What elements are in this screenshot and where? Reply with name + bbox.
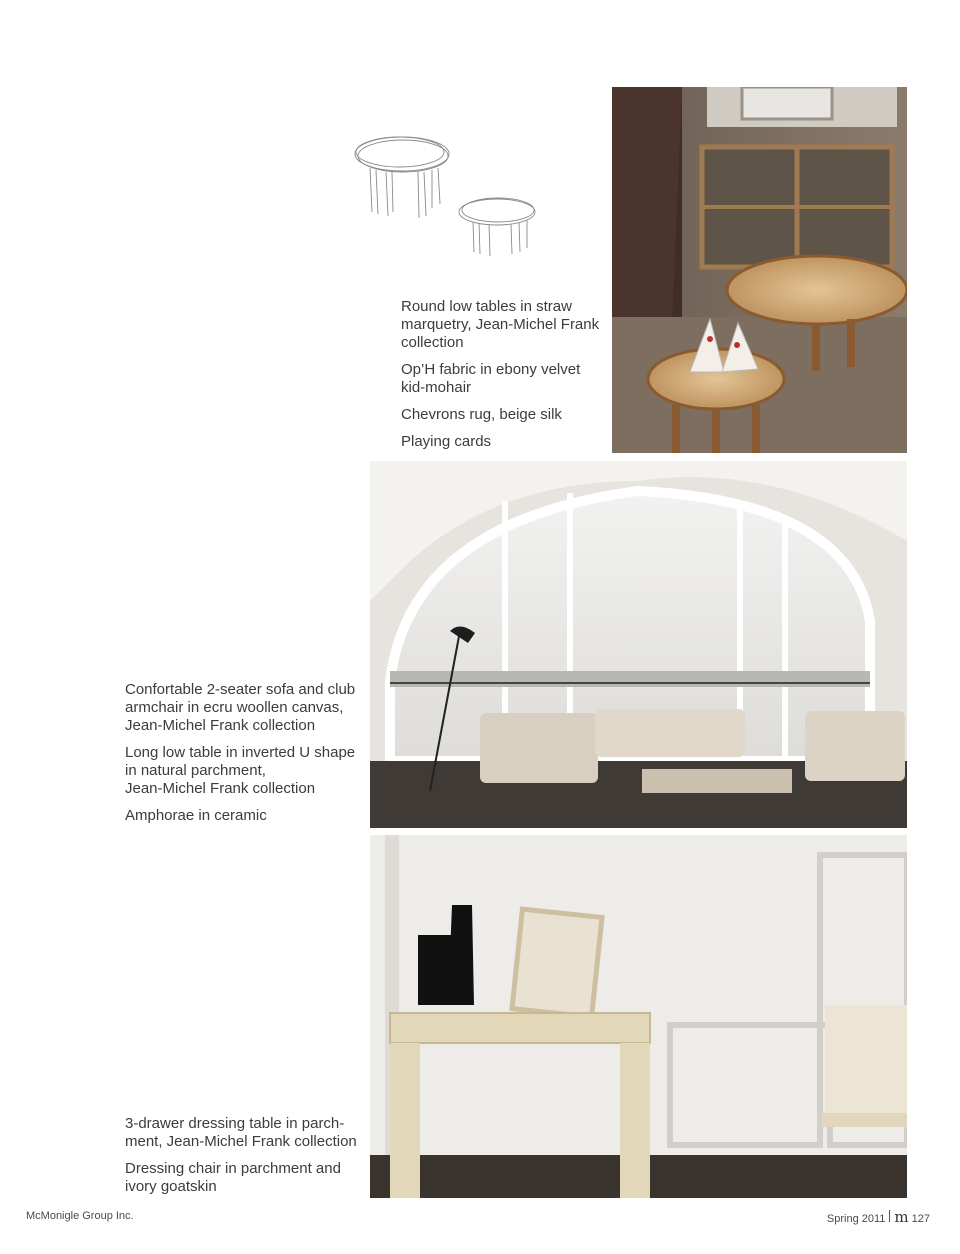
magazine-logo: m (894, 1208, 909, 1226)
dressing-table-photo (370, 835, 907, 1198)
caption-low-table: Long low table in inverted U shape in natural parchment, Jean-Michel Frank collection (125, 744, 356, 797)
caption-playing-cards: Playing cards (401, 433, 492, 450)
caption-amphorae: Amphorae in ceramic (125, 807, 267, 824)
caption-sofa: Confortable 2-seater sofa and club armchair in ecru woollen canvas, Jean-Michel Frank collection (125, 681, 356, 734)
dressing-table-caption (125, 1115, 365, 1205)
footer-issue: Spring 2011 (826, 1213, 886, 1225)
living-room-caption (125, 681, 365, 834)
living-room-photo (370, 461, 907, 828)
page-number: 127 (911, 1213, 930, 1225)
footer-separator (889, 1210, 890, 1222)
round-tables-sketch (348, 128, 553, 263)
footer-page-info (827, 1208, 930, 1226)
footer-publisher: McMonigle Group Inc. (26, 1210, 134, 1222)
caption-round-tables: Round low tables in straw marquetry, Jean-Michel Frank collection (401, 298, 600, 351)
caption-dressing-table: 3-drawer dressing table in parch- ment, Jean-Michel Frank collection (125, 1115, 357, 1150)
round-tables-caption (401, 298, 606, 460)
caption-rug: Chevrons rug, beige silk (401, 406, 562, 423)
caption-dressing-chair: Dressing chair in parchment and ivory goatskin (125, 1160, 341, 1195)
round-tables-photo (612, 87, 907, 453)
caption-fabric: Op’H fabric in ebony velvet kid-mohair (401, 361, 581, 396)
